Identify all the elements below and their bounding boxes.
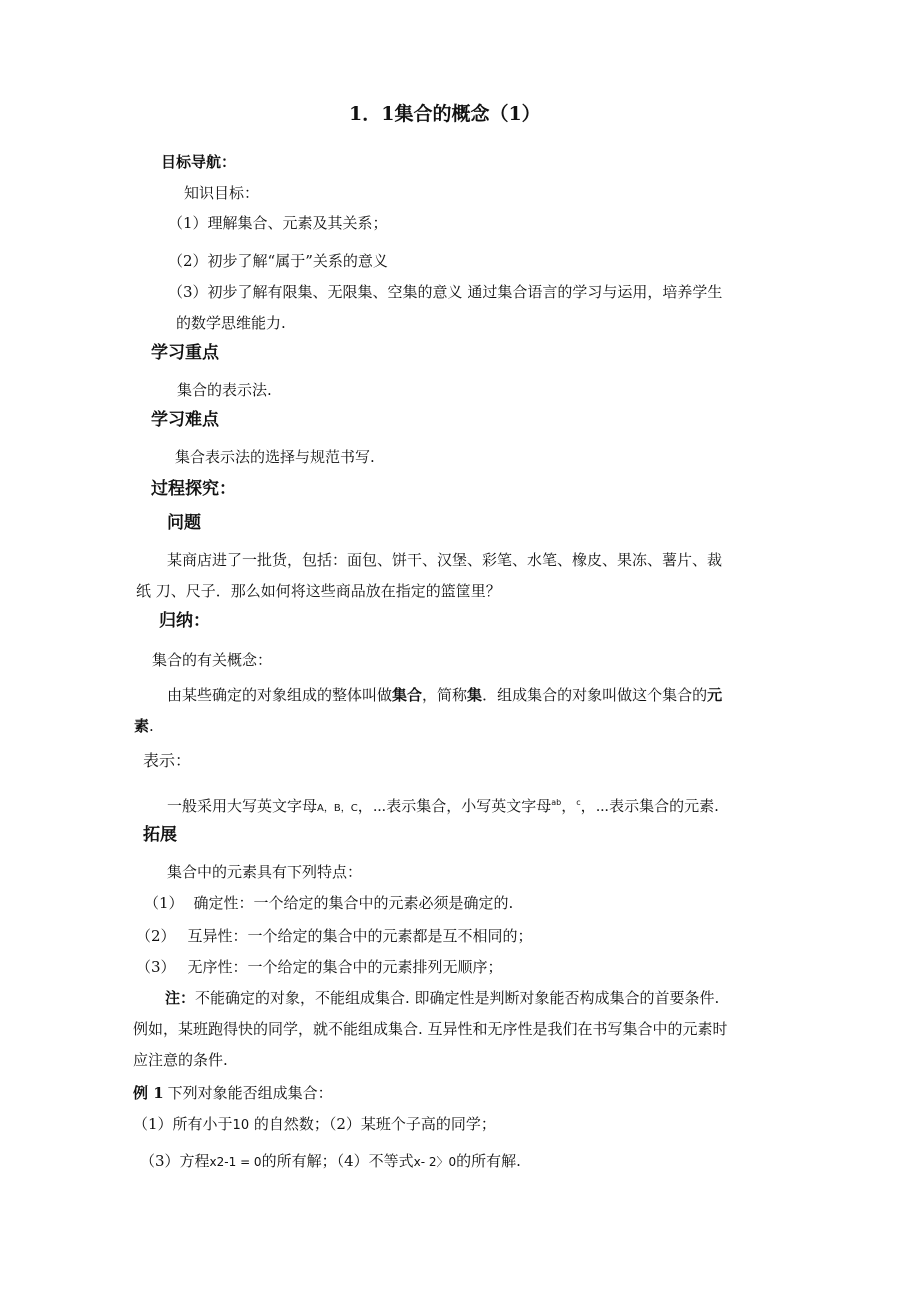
note-line: 注：不能确定的对象，不能组成集合. 即确定性是判断对象能否构成集合的首要条件. (165, 989, 720, 1007)
process-heading: 过程探究： (151, 479, 236, 499)
goal-item: 的数学思维能力. (176, 314, 286, 332)
question-heading: 问题 (167, 513, 201, 533)
difficulty-heading: 学习难点 (151, 410, 219, 430)
page-title: 1．1集合的概念（1） (349, 103, 541, 125)
knowledge-goal-label: 知识目标： (184, 184, 260, 202)
key-point-heading: 学习重点 (151, 343, 219, 363)
goal-item: （3）初步了解有限集、无限集、空集的意义 通过集合语言的学习与运用，培养学生 (168, 283, 723, 301)
question-line: 某商店进了一批货，包括：面包、饼干、汉堡、彩笔、水笔、橡皮、果冻、薯片、裁 (167, 551, 723, 569)
notation-heading: 表示： (143, 751, 192, 770)
extension-intro: 集合中的元素具有下列特点： (167, 863, 363, 881)
definition-line-end: 素. (134, 717, 154, 735)
goal-item: （2）初步了解“属于”关系的意义 (168, 252, 388, 270)
difficulty-text: 集合表示法的选择与规范书写. (175, 448, 375, 466)
example-line: （3）方程x2-1 = 0的所有解；（4）不等式x- 2〉0的所有解. (140, 1152, 521, 1170)
goal-item: （1）理解集合、元素及其关系； (168, 214, 388, 232)
key-point-text: 集合的表示法. (177, 381, 272, 399)
question-line: 纸 刀、尺子．那么如何将这些商品放在指定的篮筐里？ (136, 582, 501, 600)
goals-heading: 目标导航： (161, 153, 237, 171)
example-line: （1）所有小于10 的自然数；（2）某班个子高的同学； (133, 1115, 496, 1133)
summary-heading: 归纳： (159, 611, 210, 631)
property-item: （1） 确定性：一个给定的集合中的元素必须是确定的. (144, 894, 514, 912)
property-item: （2） 互异性：一个给定的集合中的元素都是互不相同的； (136, 927, 533, 945)
property-item: （3） 无序性：一个给定的集合中的元素排列无顺序； (136, 958, 503, 976)
note-line: 应注意的条件. (133, 1051, 228, 1069)
definition-line: 由某些确定的对象组成的整体叫做集合，简称集．组成集合的对象叫做这个集合的元 (167, 686, 723, 704)
concept-label: 集合的有关概念： (152, 651, 273, 669)
notation-line: 一般采用大写英文字母A，B，C，⋯表示集合，小写英文字母$^{ab}$，$^c$，⋯表示集合的元素. (167, 797, 719, 815)
example-heading: 例 1 下列对象能否组成集合： (133, 1084, 333, 1102)
extension-heading: 拓展 (143, 825, 177, 845)
note-line: 例如，某班跑得快的同学，就不能组成集合. 互异性和无序性是我们在书写集合中的元素时 (133, 1020, 728, 1038)
